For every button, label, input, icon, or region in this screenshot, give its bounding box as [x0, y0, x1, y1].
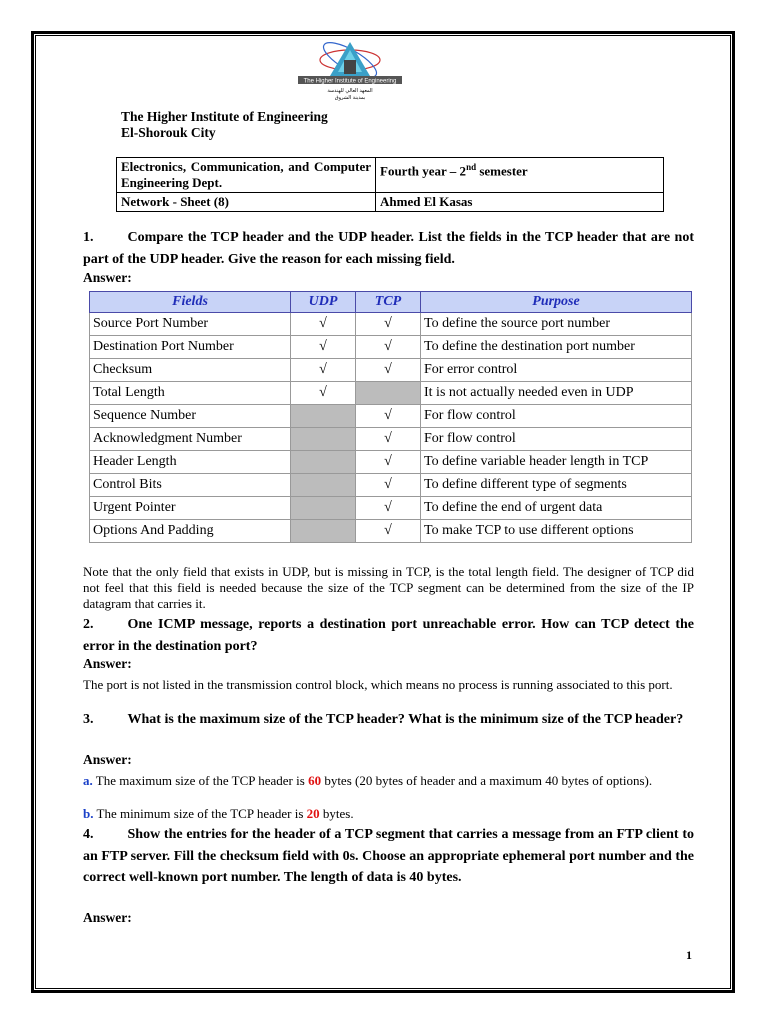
answer-label-4: Answer: — [83, 910, 132, 925]
udp-check-cell — [291, 497, 356, 520]
col-header-tcp: TCP — [356, 292, 421, 313]
field-name-cell: Urgent Pointer — [90, 497, 291, 520]
col-header-purpose: Purpose — [421, 292, 692, 313]
page-number: 1 — [686, 948, 692, 962]
purpose-cell: To define variable header length in TCP — [421, 451, 692, 474]
table-row — [90, 336, 692, 359]
field-name-cell: Header Length — [90, 451, 291, 474]
purpose-cell: It is not actually needed even in UDP — [421, 382, 692, 405]
purpose-cell: For error control — [421, 359, 692, 382]
udp-check-cell: √ — [291, 359, 356, 382]
institute-name — [121, 109, 328, 141]
udp-check-cell: √ — [291, 336, 356, 359]
table-row — [90, 382, 692, 405]
tcp-check-cell: √ — [356, 313, 421, 336]
tcp-check-cell: √ — [356, 336, 421, 359]
tcp-check-cell: √ — [356, 451, 421, 474]
table-header-row — [90, 292, 692, 313]
purpose-cell: For flow control — [421, 405, 692, 428]
table-row — [90, 428, 692, 451]
field-name-cell: Destination Port Number — [90, 336, 291, 359]
svg-text:The Higher Institute of Engine: The Higher Institute of Engineering — [303, 78, 397, 85]
table-row — [90, 451, 692, 474]
udp-check-cell — [291, 451, 356, 474]
answer-label-2: Answer: — [83, 656, 132, 671]
udp-check-cell — [291, 428, 356, 451]
answer-label-1: Answer: — [83, 270, 132, 285]
table-row — [90, 520, 692, 543]
answer-3a: a. The maximum size of the TCP header is 60 bytes (20 bytes of header and a maximum 40 bytes of options). — [83, 773, 653, 788]
col-header-udp: UDP — [291, 292, 356, 313]
purpose-cell: To define the end of urgent data — [421, 497, 692, 520]
table-row — [90, 405, 692, 428]
institute-line2: El-Shorouk City — [121, 125, 216, 140]
year-cell: Fourth year – 2nd semester — [376, 158, 664, 193]
field-name-cell: Acknowledgment Number — [90, 428, 291, 451]
purpose-cell: To make TCP to use different options — [421, 520, 692, 543]
field-name-cell: Total Length — [90, 382, 291, 405]
tcp-check-cell: √ — [356, 520, 421, 543]
question-1: 1. Compare the TCP header and the UDP header. List the fields in the TCP header that are not part of the UDP header. Give the reason for each missing field. — [83, 230, 694, 267]
udp-check-cell — [291, 405, 356, 428]
field-name-cell: Source Port Number — [90, 313, 291, 336]
institute-logo — [296, 38, 404, 104]
question-2: 2. One ICMP message, reports a destination port unreachable error. How can TCP detect the error in the destination port? — [83, 617, 694, 654]
tcp-check-cell: √ — [356, 474, 421, 497]
field-name-cell: Checksum — [90, 359, 291, 382]
answer-3b: b. The minimum size of the TCP header is 20 bytes. — [83, 806, 354, 821]
tcp-check-cell: √ — [356, 405, 421, 428]
col-header-fields: Fields — [90, 292, 291, 313]
table-row — [90, 359, 692, 382]
field-name-cell: Options And Padding — [90, 520, 291, 543]
question-4: 4. Show the entries for the header of a TCP segment that carries a message from an FTP client to an FTP server. Fill the checksum field with 0s. Choose an appropriate ephemeral port number and the correct well-known port number. The length of data is 40 bytes. — [83, 827, 694, 885]
note-paragraph: Note that the only field that exists in UDP, but is missing in TCP, is the total length field. The designer of TCP did not feel that this field is needed because the size of the TCP segment can be determined from the size of the IP datagram that carries it. — [83, 564, 694, 611]
svg-text:بمدينة الشروق: بمدينة الشروق — [334, 95, 366, 101]
svg-text:المعهد العالي للهندسة: المعهد العالي للهندسة — [327, 88, 373, 94]
course-info-table — [116, 157, 664, 212]
purpose-cell: To define the destination port number — [421, 336, 692, 359]
tcp-check-cell: √ — [356, 359, 421, 382]
tcp-check-cell: √ — [356, 428, 421, 451]
udp-check-cell — [291, 474, 356, 497]
department-cell: Electronics, Communication, and Computer Engineering Dept. — [117, 158, 376, 193]
institute-line1: The Higher Institute of Engineering — [121, 109, 328, 124]
answer-2-text: The port is not listed in the transmission control block, which means no process is running associated to this port. — [83, 677, 673, 692]
table-row — [90, 313, 692, 336]
question-3: 3. What is the maximum size of the TCP header? What is the minimum size of the TCP header? — [83, 712, 684, 727]
table-row — [90, 497, 692, 520]
answer-label-3: Answer: — [83, 752, 132, 767]
author-cell: Ahmed El Kasas — [376, 193, 664, 212]
purpose-cell: To define the source port number — [421, 313, 692, 336]
tcp-check-cell — [356, 382, 421, 405]
field-name-cell: Control Bits — [90, 474, 291, 497]
field-name-cell: Sequence Number — [90, 405, 291, 428]
tcp-check-cell: √ — [356, 497, 421, 520]
course-cell: Network - Sheet (8) — [117, 193, 376, 212]
table-row — [90, 474, 692, 497]
tcp-udp-comparison-table — [89, 291, 692, 543]
purpose-cell: For flow control — [421, 428, 692, 451]
udp-check-cell: √ — [291, 313, 356, 336]
purpose-cell: To define different type of segments — [421, 474, 692, 497]
udp-check-cell — [291, 520, 356, 543]
udp-check-cell: √ — [291, 382, 356, 405]
